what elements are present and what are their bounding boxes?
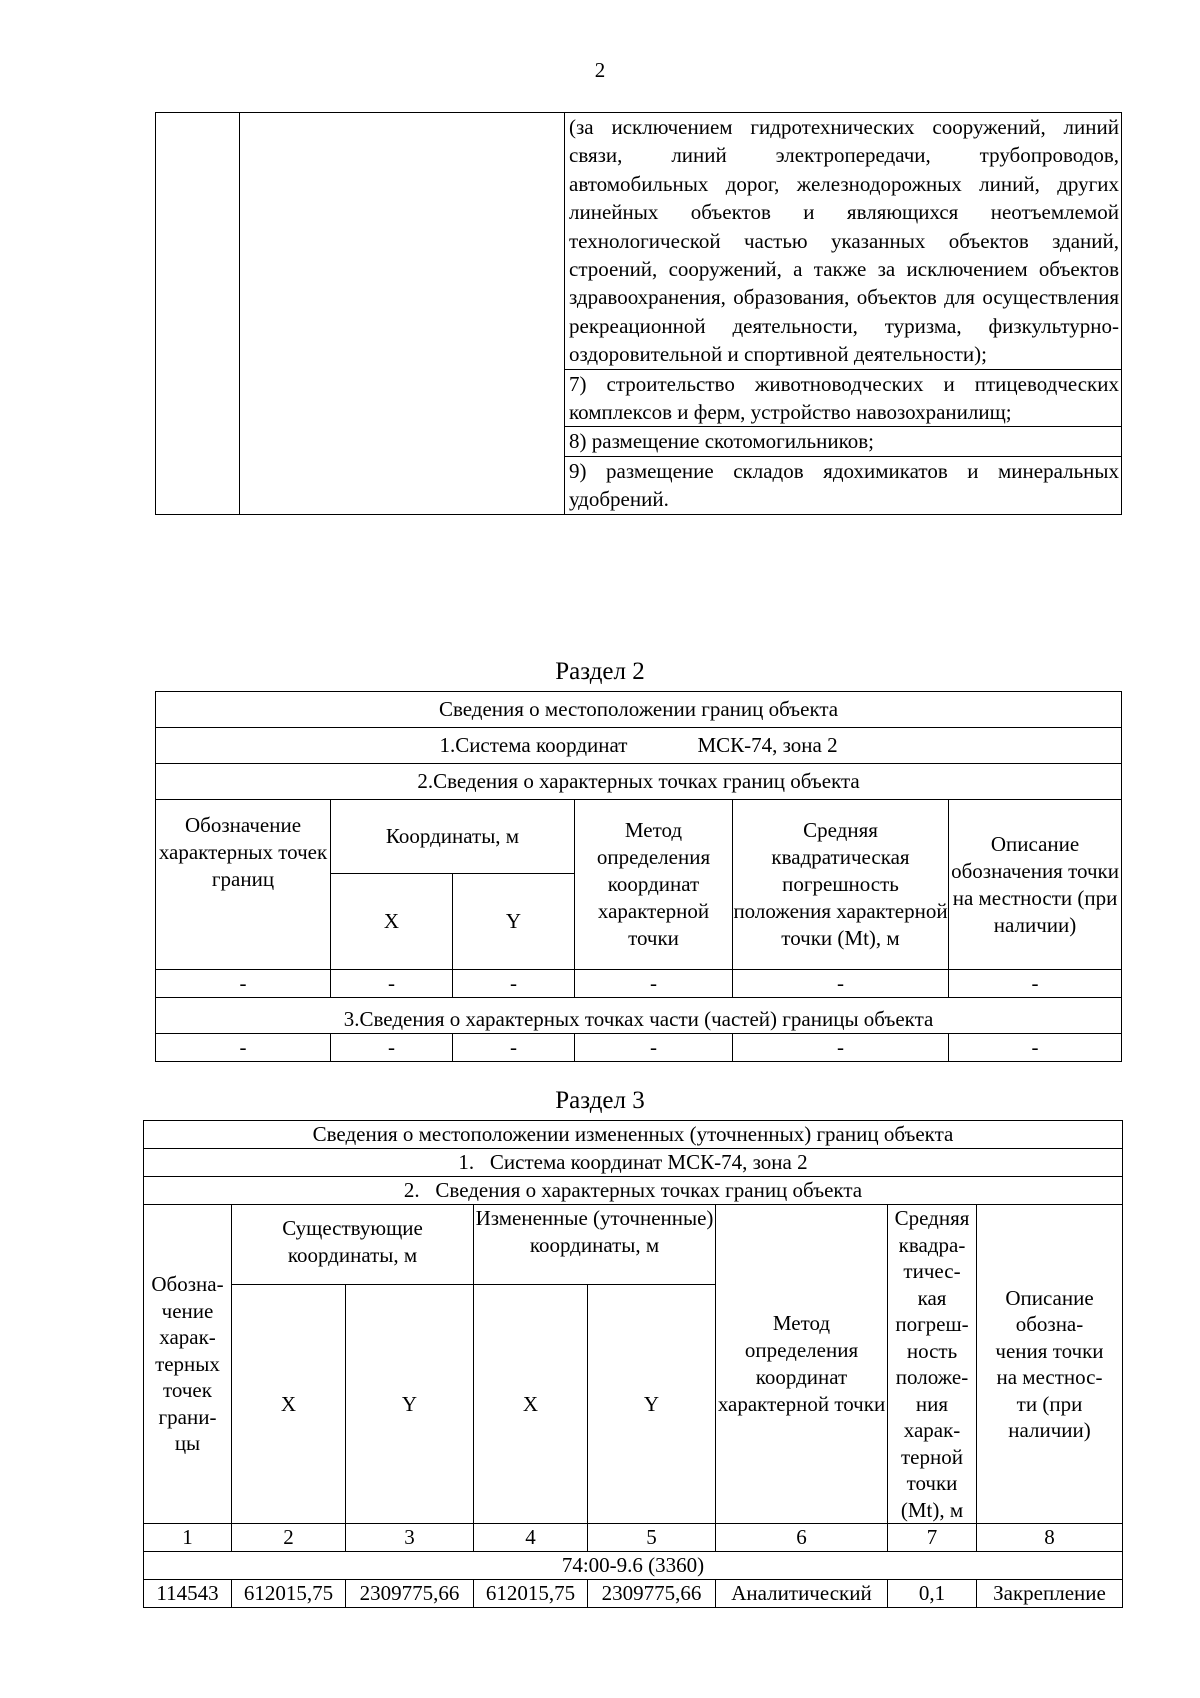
s3-col-number: 1 (144, 1524, 232, 1552)
s2-part-cell: - (949, 1034, 1122, 1062)
page-number: 2 (594, 58, 606, 82)
section-3-title: Раздел 3 (555, 1087, 645, 1114)
restrictions-text-cell (565, 113, 1122, 515)
s3-cell-x-existing: 612015,75 (232, 1580, 346, 1608)
s2-cell: - (733, 970, 949, 998)
s3-cell-x-changed: 612015,75 (474, 1580, 588, 1608)
s3-cell-designation: 114543 (144, 1580, 232, 1608)
s3-col-existing: Существующие координаты, м (232, 1205, 474, 1285)
s2-part-cell: - (453, 1034, 575, 1062)
s3-parcel-number: 74:00-9.6 (3360) (144, 1552, 1123, 1580)
s3-col-error: Средняя квадра- тичес- кая погреш- ность положе- ния харак- терной точки (Mt), м (888, 1205, 977, 1524)
s2-part-cell: - (575, 1034, 733, 1062)
s2-col-error: Средняя квадратическая погрешность положения характерной точки (Mt), м (733, 800, 949, 970)
s3-col-method: Метод определения координат характерной точки (716, 1205, 888, 1524)
s2-cell: - (453, 970, 575, 998)
section-2-title: Раздел 2 (555, 658, 645, 685)
s3-col-number: 7 (888, 1524, 977, 1552)
empty-cell-2 (240, 113, 565, 515)
s3-cell-method: Аналитический (716, 1580, 888, 1608)
s3-col-x-changed: X (474, 1285, 588, 1524)
s3-cell-y-changed: 2309775,66 (588, 1580, 716, 1608)
s3-col-number: 3 (346, 1524, 474, 1552)
s2-points-header: 2.Сведения о характерных точках границ объекта (156, 764, 1122, 800)
s2-coord-value: МСК-74, зона 2 (697, 733, 838, 757)
s3-cell-y-existing: 2309775,66 (346, 1580, 474, 1608)
s3-col-x-existing: X (232, 1285, 346, 1524)
s3-col-description: Описание обозна- чения точки на местнос- ти (при наличии) (977, 1205, 1123, 1524)
s2-part-cell: - (733, 1034, 949, 1062)
restriction-paragraph: (за исключением гидротехнических сооружений, линий связи, линий электропередачи, трубопроводов, автомобильных дорог, железнодорожных линий, других линейных объектов и являющихся неотъемлемой технологической частью указанных объектов зданий, строений, сооружений, а также за исключением объектов здравоохранения, образования, объектов для осуществления рекреационной деятельности, туризма, физкультурно-оздоровительной и спортивной деятельности); (569, 115, 1119, 367)
s2-coord-label: 1.Система координат (439, 733, 628, 757)
s2-col-description: Описание обозначения точки на местности (при наличии) (949, 800, 1122, 970)
section-2-table (155, 691, 1122, 1062)
s2-parts-header: 3.Сведения о характерных точках части (частей) границы объекта (156, 998, 1122, 1034)
s2-part-cell: - (156, 1034, 331, 1062)
s3-header: Сведения о местоположении измененных (уточненных) границ объекта (144, 1121, 1123, 1149)
restriction-paragraph: 9) размещение складов ядохимикатов и минеральных удобрений. (569, 458, 1119, 512)
s3-col-number: 5 (588, 1524, 716, 1552)
s2-header: Сведения о местоположении границ объекта (156, 692, 1122, 728)
s3-col-number: 2 (232, 1524, 346, 1552)
restrictions-table (155, 112, 1122, 515)
s2-col-method: Метод определения координат характерной точки (575, 800, 733, 970)
s2-col-x: X (331, 874, 453, 970)
s3-points-header: 2. Сведения о характерных точках границ объекта (144, 1177, 1123, 1205)
s2-cell: - (949, 970, 1122, 998)
section-3-table (143, 1120, 1123, 1608)
restriction-paragraph: 7) строительство животноводческих и птицеводческих комплексов и ферм, устройство навозохранилищ; (569, 371, 1119, 425)
s3-cell-description: Закрепление (977, 1580, 1123, 1608)
s3-col-designation: Обозна- чение харак- терных точек грани- цы (144, 1205, 232, 1524)
s2-col-y: Y (453, 874, 575, 970)
s2-coord-system (156, 728, 1122, 764)
s3-col-changed: Измененные (уточненные) координаты, м (474, 1205, 716, 1285)
s3-coord-system: 1. Система координат МСК-74, зона 2 (144, 1149, 1123, 1177)
s2-col-coords: Координаты, м (331, 800, 575, 874)
restriction-paragraph: 8) размещение скотомогильников; (569, 429, 874, 454)
s2-cell: - (156, 970, 331, 998)
s3-cell-error: 0,1 (888, 1580, 977, 1608)
empty-cell-1 (156, 113, 240, 515)
s3-col-number: 8 (977, 1524, 1123, 1552)
s2-part-cell: - (331, 1034, 453, 1062)
s3-col-y-changed: Y (588, 1285, 716, 1524)
s2-cell: - (331, 970, 453, 998)
s2-cell: - (575, 970, 733, 998)
s3-col-y-existing: Y (346, 1285, 474, 1524)
s3-col-number: 4 (474, 1524, 588, 1552)
s3-col-number: 6 (716, 1524, 888, 1552)
s2-col-designation: Обозначение характерных точек границ (156, 800, 331, 970)
